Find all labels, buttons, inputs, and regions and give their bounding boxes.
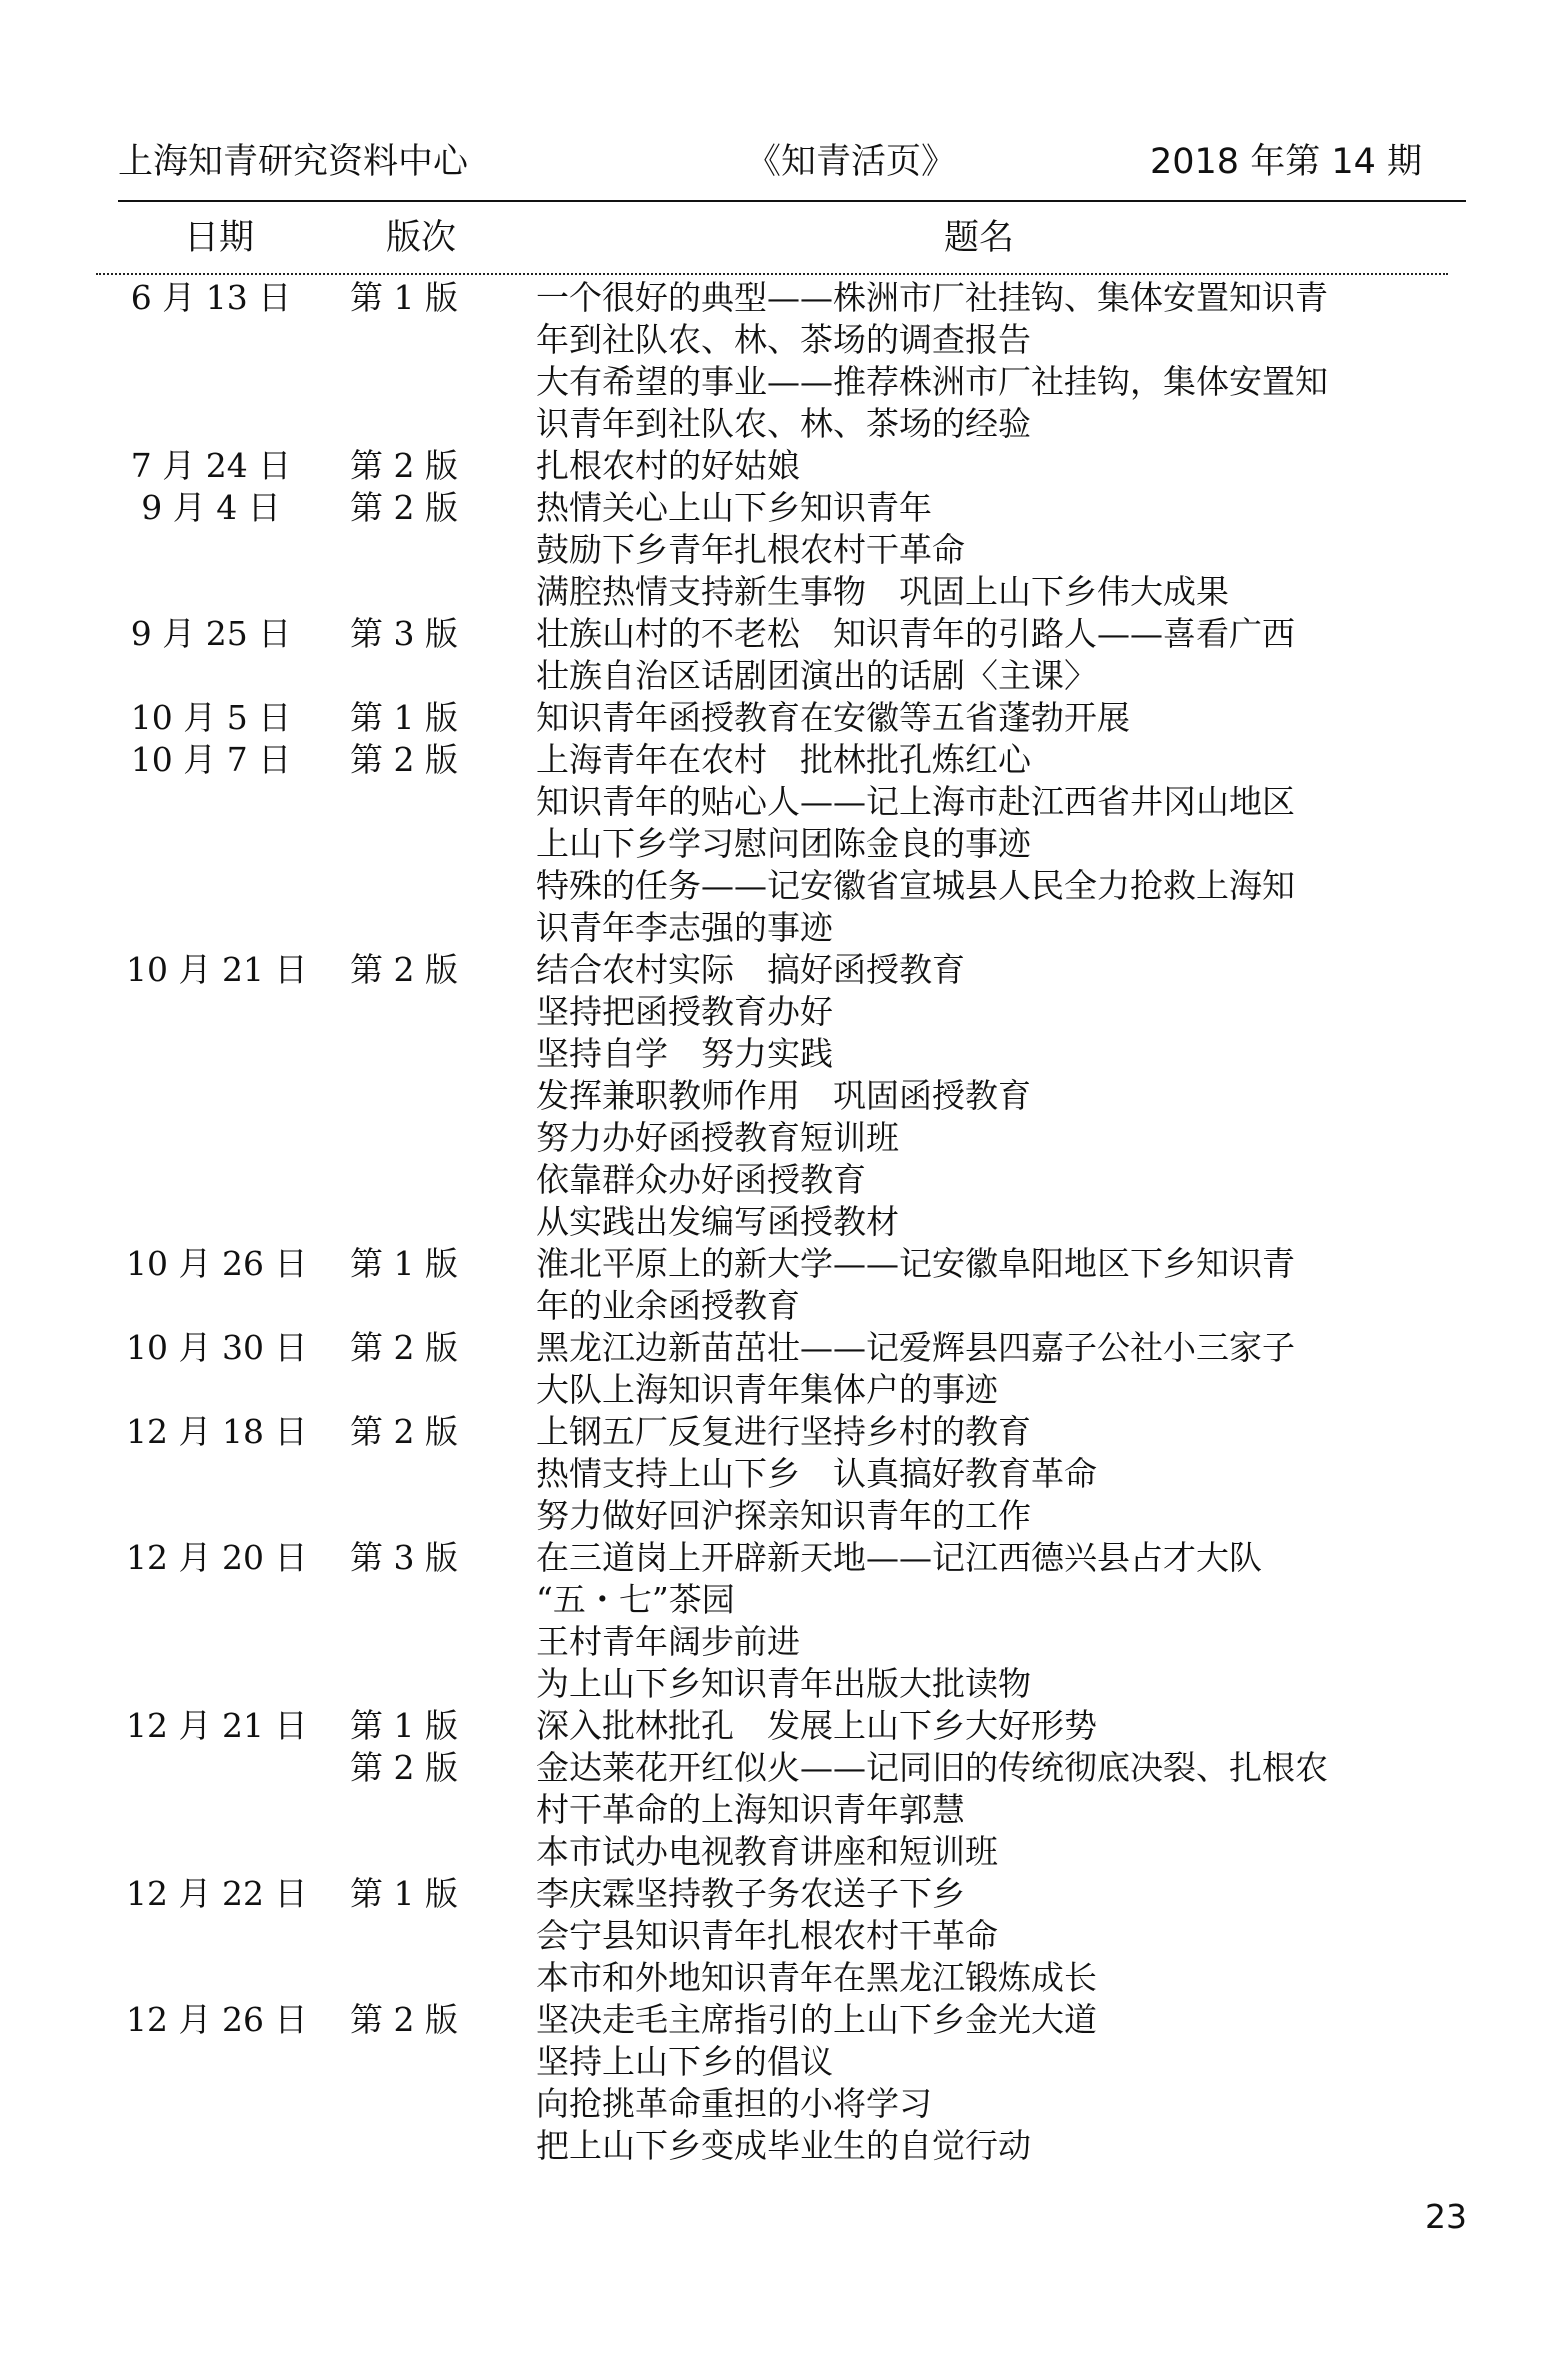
entry-title-line: 会宁县知识青年扎根农村干革命: [536, 1916, 998, 1955]
entry-title-line: 知识青年的贴心人——记上海市赴江西省井冈山地区: [536, 782, 1295, 821]
entry-title-line: 淮北平原上的新大学——记安徽阜阳地区下乡知识青: [536, 1244, 1295, 1283]
entry-edition: 第 2 版: [350, 446, 458, 485]
entry-titles: [536, 277, 1436, 445]
entry-titles: [536, 1747, 1436, 1873]
entry-title-line: 上海青年在农村 批林批孔炼红心: [536, 740, 1031, 779]
entry-title-line: 发挥兼职教师作用 巩固函授教育: [536, 1076, 1031, 1115]
entry-date: 10 月 21 日: [126, 950, 308, 989]
entry-edition: 第 3 版: [350, 1538, 458, 1577]
entry-edition: 第 2 版: [350, 950, 458, 989]
header-rule: [118, 200, 1466, 202]
entry-row: [0, 277, 1555, 445]
entry-edition: 第 2 版: [350, 1328, 458, 1367]
entry-titles: [536, 613, 1436, 697]
entry-date: 10 月 30 日: [126, 1328, 308, 1367]
entry-edition: 第 2 版: [350, 1412, 458, 1451]
entry-date: 12 月 18 日: [126, 1412, 308, 1451]
entry-title-line: 一个很好的典型——株洲市厂社挂钩、集体安置知识青: [536, 278, 1328, 317]
entry-title-line: 深入批林批孔 发展上山下乡大好形势: [536, 1706, 1097, 1745]
entry-titles: [536, 1537, 1436, 1705]
entry-title-line: 鼓励下乡青年扎根农村干革命: [536, 530, 965, 569]
entry-title-line: 努力办好函授教育短训班: [536, 1118, 899, 1157]
header-publication: 《知青活页》: [746, 142, 957, 182]
entry-title-line: 上山下乡学习慰问团陈金良的事迹: [536, 824, 1031, 863]
entry-titles: [536, 697, 1436, 739]
entry-row: [0, 949, 1555, 1243]
entry-edition: 第 2 版: [350, 2000, 458, 2039]
entry-row: [0, 1705, 1555, 1747]
entry-date: 10 月 5 日: [130, 698, 292, 737]
entry-date: 6 月 13 日: [130, 278, 292, 317]
entry-title-line: 为上山下乡知识青年出版大批读物: [536, 1664, 1031, 1703]
entry-row: [0, 487, 1555, 613]
entry-title-line: 结合农村实际 搞好函授教育: [536, 950, 965, 989]
entry-title-line: 壮族自治区话剧团演出的话剧〈主课〉: [536, 656, 1097, 695]
entry-title-line: 大队上海知识青年集体户的事迹: [536, 1370, 998, 1409]
entry-date: 12 月 22 日: [126, 1874, 308, 1913]
header-publisher: 上海知青研究资料中心: [118, 142, 469, 182]
entry-edition: 第 1 版: [350, 1244, 458, 1283]
entry-date: 12 月 20 日: [126, 1538, 308, 1577]
entry-titles: [536, 739, 1436, 949]
entry-title-line: 大有希望的事业——推荐株洲市厂社挂钩，集体安置知: [536, 362, 1328, 401]
entry-title-line: 特殊的任务——记安徽省宣城县人民全力抢救上海知: [536, 866, 1295, 905]
entry-titles: [536, 1873, 1436, 1999]
entry-title-line: 在三道岗上开辟新天地——记江西德兴县占才大队: [536, 1538, 1262, 1577]
entry-row: [0, 1327, 1555, 1411]
entry-titles: [536, 487, 1436, 613]
entry-titles: [536, 1705, 1436, 1747]
entry-titles: [536, 445, 1436, 487]
entry-title-line: 村干革命的上海知识青年郭慧: [536, 1790, 965, 1829]
entry-title-line: 热情关心上山下乡知识青年: [536, 488, 932, 527]
entry-date: 12 月 21 日: [126, 1706, 308, 1745]
entry-titles: [536, 1327, 1436, 1411]
column-header-title: 题名: [944, 218, 1015, 258]
column-header-date: 日期: [184, 218, 255, 258]
entry-title-line: 年的业余函授教育: [536, 1286, 800, 1325]
entry-titles: [536, 949, 1436, 1243]
entry-title-line: 识青年到社队农、林、茶场的经验: [536, 404, 1031, 443]
entry-title-line: 知识青年函授教育在安徽等五省蓬勃开展: [536, 698, 1130, 737]
entry-date: 12 月 26 日: [126, 2000, 308, 2039]
entry-title-line: 上钢五厂反复进行坚持乡村的教育: [536, 1412, 1031, 1451]
entry-titles: [536, 1999, 1436, 2167]
entry-date: 7 月 24 日: [130, 446, 292, 485]
entry-title-line: 本市和外地知识青年在黑龙江锻炼成长: [536, 1958, 1097, 1997]
entry-edition: 第 1 版: [350, 698, 458, 737]
entry-title-line: “五・七”茶园: [536, 1580, 735, 1619]
entry-title-line: 坚持自学 努力实践: [536, 1034, 833, 1073]
entry-row: [0, 697, 1555, 739]
entry-title-line: 把上山下乡变成毕业生的自觉行动: [536, 2126, 1031, 2165]
entries-list: [0, 277, 1555, 2167]
entry-edition: 第 2 版: [350, 740, 458, 779]
page-number: 23: [1425, 2197, 1467, 2236]
entry-title-line: 壮族山村的不老松 知识青年的引路人——喜看广西: [536, 614, 1295, 653]
entry-edition: 第 3 版: [350, 614, 458, 653]
entry-title-line: 热情支持上山下乡 认真搞好教育革命: [536, 1454, 1097, 1493]
entry-row: [0, 1999, 1555, 2167]
entry-title-line: 坚决走毛主席指引的上山下乡金光大道: [536, 2000, 1097, 2039]
entry-titles: [536, 1411, 1436, 1537]
entry-title-line: 坚持把函授教育办好: [536, 992, 833, 1031]
entry-row: [0, 739, 1555, 949]
entry-title-line: 努力做好回沪探亲知识青年的工作: [536, 1496, 1031, 1535]
header-issue: 2018 年第 14 期: [1150, 142, 1422, 182]
entry-row: [0, 1873, 1555, 1999]
entry-titles: [536, 1243, 1436, 1327]
entry-title-line: 坚持上山下乡的倡议: [536, 2042, 833, 2081]
entry-edition: 第 1 版: [350, 278, 458, 317]
entry-edition: 第 1 版: [350, 1874, 458, 1913]
entry-title-line: 金达莱花开红似火——记同旧的传统彻底决裂、扎根农: [536, 1748, 1328, 1787]
entry-date: 9 月 4 日: [141, 488, 281, 527]
entry-title-line: 扎根农村的好姑娘: [536, 446, 800, 485]
entry-title-line: 年到社队农、林、茶场的调查报告: [536, 320, 1031, 359]
entry-row: [0, 1411, 1555, 1537]
entry-date: 10 月 7 日: [130, 740, 292, 779]
entry-title-line: 王村青年阔步前进: [536, 1622, 800, 1661]
entry-row: [0, 445, 1555, 487]
entry-edition: 第 1 版: [350, 1706, 458, 1745]
entry-title-line: 向抢挑革命重担的小将学习: [536, 2084, 932, 2123]
entry-title-line: 满腔热情支持新生事物 巩固上山下乡伟大成果: [536, 572, 1229, 611]
entry-edition: 第 2 版: [350, 1748, 458, 1787]
entry-title-line: 从实践出发编写函授教材: [536, 1202, 899, 1241]
entry-date: 9 月 25 日: [130, 614, 292, 653]
entry-title-line: 依靠群众办好函授教育: [536, 1160, 866, 1199]
entry-row: [0, 1537, 1555, 1705]
column-header-edition: 版次: [386, 218, 457, 258]
entry-row: [0, 1747, 1555, 1873]
entry-title-line: 黑龙江边新苗茁壮——记爱辉县四嘉子公社小三家子: [536, 1328, 1295, 1367]
entry-row: [0, 1243, 1555, 1327]
entry-title-line: 识青年李志强的事迹: [536, 908, 833, 947]
entry-title-line: 李庆霖坚持教子务农送子下乡: [536, 1874, 965, 1913]
entry-date: 10 月 26 日: [126, 1244, 308, 1283]
entry-row: [0, 613, 1555, 697]
entry-title-line: 本市试办电视教育讲座和短训班: [536, 1832, 998, 1871]
entry-edition: 第 2 版: [350, 488, 458, 527]
dotted-divider: [96, 273, 1448, 275]
